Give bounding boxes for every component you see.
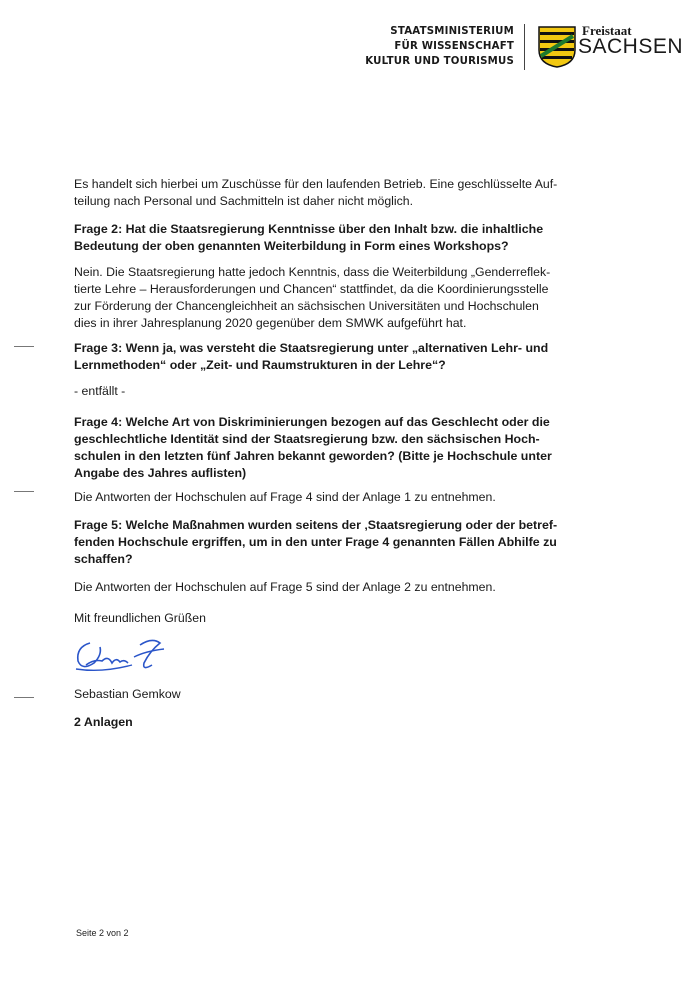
- fold-mark: [14, 346, 34, 347]
- greeting: Mit freundlichen Grüßen: [74, 611, 206, 625]
- paragraph-funding: [74, 176, 594, 210]
- text-line: Angabe des Jahres auflisten): [74, 466, 247, 480]
- fold-mark: [14, 491, 34, 492]
- fold-mark: [14, 697, 34, 698]
- text-line: Frage 2: Hat die Staatsregierung Kenntnisse über den Inhalt bzw. die inhaltliche: [74, 222, 544, 236]
- text-line: geschlechtliche Identität sind der Staatsregierung bzw. den sächsischen Hoch-: [74, 432, 540, 446]
- ministry-line: STAATSMINISTERIUM: [390, 26, 514, 37]
- question-3: [74, 340, 594, 374]
- text-line: Frage 3: Wenn ja, was versteht die Staatsregierung unter „alternativen Lehr- und: [74, 341, 549, 355]
- freistaat-label: Freistaat: [582, 23, 632, 38]
- text-line: schulen in den letzten fünf Jahren bekannt geworden? (Bitte je Hochschule unter: [74, 449, 552, 463]
- question-5: [74, 517, 594, 568]
- question-2: [74, 221, 594, 255]
- text-line: Frage 4: Welche Art von Diskriminierungen bezogen auf das Geschlecht oder die: [74, 415, 550, 429]
- ministry-line: KULTUR UND TOURISMUS: [365, 56, 514, 67]
- text-line: schaffen?: [74, 552, 133, 566]
- signer-name: Sebastian Gemkow: [74, 687, 181, 701]
- text-line: Nein. Die Staatsregierung hatte jedoch Kenntnis, dass die Weiterbildung „Genderreflek-: [74, 265, 551, 279]
- ministry-line: FÜR WISSENSCHAFT: [394, 41, 514, 52]
- attachments: 2 Anlagen: [74, 715, 133, 729]
- text-line: zur Förderung der Chancengleichheit an sächsischen Universitäten und Hochschulen: [74, 299, 539, 313]
- answer-5: Die Antworten der Hochschulen auf Frage 5 sind der Anlage 2 zu entnehmen.: [74, 580, 496, 594]
- saxony-coat-of-arms-icon: [538, 26, 576, 68]
- answer-4: Die Antworten der Hochschulen auf Frage 4 sind der Anlage 1 zu entnehmen.: [74, 490, 496, 504]
- sachsen-label: SACHSEN: [578, 35, 684, 58]
- ministry-name: [314, 24, 514, 69]
- answer-2: [74, 264, 594, 332]
- question-4: [74, 414, 594, 482]
- text-line: fenden Hochschule ergriffen, um in den unter Frage 4 genannten Fällen Abhilfe zu: [74, 535, 557, 549]
- header-divider: [524, 24, 525, 70]
- text-line: dies in ihrer Jahresplanung 2020 gegenüber dem SMWK aufgeführt hat.: [74, 316, 467, 330]
- signature-icon: [72, 635, 182, 675]
- page-number: Seite 2 von 2: [76, 928, 129, 938]
- text-line: tierte Lehre – Herausforderungen und Chancen“ stattfindet, da die Koordinierungsstelle: [74, 282, 549, 296]
- text-line: Frage 5: Welche Maßnahmen wurden seitens der ‚Staatsregierung oder der betref-: [74, 518, 558, 532]
- answer-3: - entfällt -: [74, 384, 126, 398]
- text-line: teilung nach Personal und Sachmitteln ist daher nicht möglich.: [74, 194, 414, 208]
- text-line: Bedeutung der oben genannten Weiterbildung in Form eines Workshops?: [74, 239, 509, 253]
- text-line: Es handelt sich hierbei um Zuschüsse für den laufenden Betrieb. Eine geschlüsselte Auf-: [74, 177, 558, 191]
- text-line: Lernmethoden“ oder „Zeit- und Raumstrukturen in der Lehre“?: [74, 358, 446, 372]
